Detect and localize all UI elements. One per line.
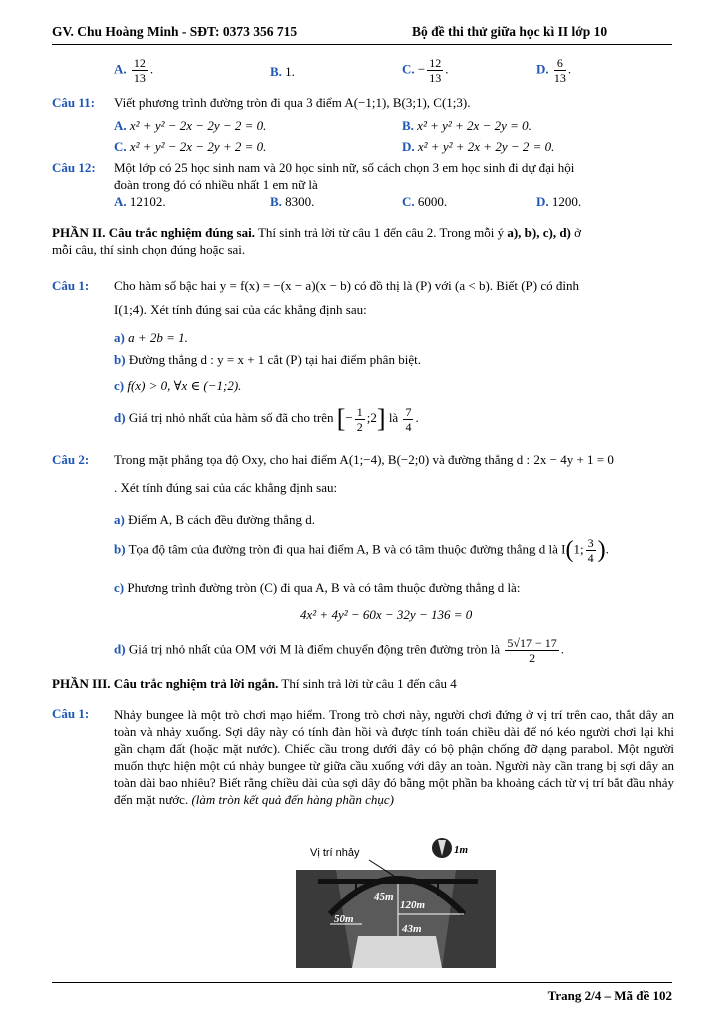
jump-position-label: Vị trí nhảy [310,847,360,859]
q11-label: Câu 11: [52,95,95,110]
base-50-label: 50m [334,913,354,925]
q11-text: Viết phương trình đường tròn đi qua 3 điểm A(−1;1), B(3;1), C(1;3). [114,95,471,110]
p2q2-a: a) Điểm A, B cách đều đường thẳng d. [114,512,315,527]
p2q2-c-equation: 4x² + 4y² − 60x − 32y − 136 = 0 [300,607,473,622]
q12-option-a: A. 12102. [114,194,166,209]
water-43-label: 43m [402,923,422,935]
height-45-label: 45m [374,891,394,903]
q12-option-c: C. 6000. [402,194,448,209]
q11-option-d: D. x² + y² + 2x + 2y − 2 = 0. [402,139,555,154]
q11-option-a: A. x² + y² − 2x − 2y − 2 = 0. [114,118,267,133]
header-left: GV. Chu Hoàng Minh - SĐT: 0373 356 715 [52,24,298,39]
q10-option-a: A. $\frac{12}{13}$ . [114,56,154,85]
q12-label: Câu 12: [52,160,96,175]
p2q1-line2: I(1;4). Xét tính đúng sai của các khẳng định sau: [114,302,367,317]
p2q2-b: b) Tọa độ tâm của đường tròn đi qua hai điểm A, B và có tâm thuộc đường thẳng d là I(1; $\frac{3}{4}$ ). [114,536,609,565]
header-rule [52,44,672,45]
p3q1-text: Nhảy bungee là một trò chơi mạo hiểm. Trong trò chơi này, người chơi đứng ở vị trí trên cao, thắt dây an toàn và nhảy xuống. Sợi dây này có tính đàn hồi và được tính toán chiều dài để nó kéo người chơi lại khi gần chạm đất (hoặc mặt nước). Chiếc cầu trong dưới đây có bộ phận chống đỡ dạng parabol. Một người muốn thực hiện một cú nhảy bungee từ giữa cầu xuống với dây an toàn. Người này cần trang bị sợi dây an toàn dài bao nhiêu? Biết rằng chiều dài của sợi dây đó bằng một phần ba khoảng cách từ vị trí bắt đầu nhảy đến mặt nước. (làm tròn kết quả đến hàng phần chục) [114,707,674,807]
p3q1-label: Câu 1: [52,706,90,721]
q10-option-c: C. − $\frac{12}{13}$ . [402,56,449,85]
q12-line1: Một lớp có 25 học sinh nam và 20 học sinh nữ, số cách chọn 3 em học sinh đi dự đại hội [114,160,575,175]
p2q2-line1: Trong mặt phẳng tọa độ Oxy, cho hai điểm A(1;−4), B(−2;0) và đường thẳng d : 2x − 4y + 1 = 0 [114,452,614,467]
p2q1-a: a) a + 2b = 1. [114,330,188,345]
q11-option-c: C. x² + y² − 2x − 2y + 2 = 0. [114,139,267,154]
q10-option-b: B. 1. [270,64,295,79]
p2q1-label: Câu 1: [52,278,90,293]
page-footer: Trang 2/4 – Mã đề 102 [547,988,672,1003]
p2q2-d: d) Giá trị nhỏ nhất của OM với M là điểm chuyển động trên đường tròn là $\frac{5√17 - 17}{2}$ . [114,636,565,665]
p2q2-label: Câu 2: [52,452,90,467]
p2q1-c: c) f(x) > 0, ∀x ∈ (−1;2). [114,378,242,393]
bridge-figure [296,836,496,968]
p2q2-line2: . Xét tính đúng sai của các khẳng định sau: [114,480,338,495]
p2q1-line1: Cho hàm số bậc hai y = f(x) = −(x − a)(x − b) có đồ thị là (P) với (a < b). Biết (P) có đỉnh [114,278,579,293]
q11-option-b: B. x² + y² + 2x − 2y = 0. [402,118,532,133]
p2q1-b: b) Đường thẳng d : y = x + 1 cắt (P) tại hai điểm phân biệt. [114,352,421,367]
part2-heading: PHẦN II. Câu trắc nghiệm đúng sai. Thí sinh trả lời từ câu 1 đến câu 2. Trong mỗi ý a), b), c), d) ở mỗi câu, thí sinh chọn đúng hoặc sai. [52,225,581,257]
q12-line2: đoàn trong đó có nhiều nhất 1 em nữ là [114,177,318,192]
footer-rule [52,982,672,983]
person-height-label: 1m [454,844,469,856]
q10-option-d: D. $\frac{6}{13}$ . [536,56,572,85]
p2q1-d: d) Giá trị nhỏ nhất của hàm số đã cho trên [− $\frac{1}{2}$ ;2] là $\frac{7}{4}$ . [114,404,419,434]
q12-option-b: B. 8300. [270,194,315,209]
p2q2-c: c) Phương trình đường tròn (C) đi qua A, B và có tâm thuộc đường thẳng d là: [114,580,521,595]
span-120-label: 120m [400,899,426,911]
header-right: Bộ đề thi thử giữa học kì II lớp 10 [412,24,608,39]
q12-option-d: D. 1200. [536,194,582,209]
part3-heading: PHẦN III. Câu trắc nghiệm trả lời ngắn. Thí sinh trả lời từ câu 1 đến câu 4 [52,676,457,691]
